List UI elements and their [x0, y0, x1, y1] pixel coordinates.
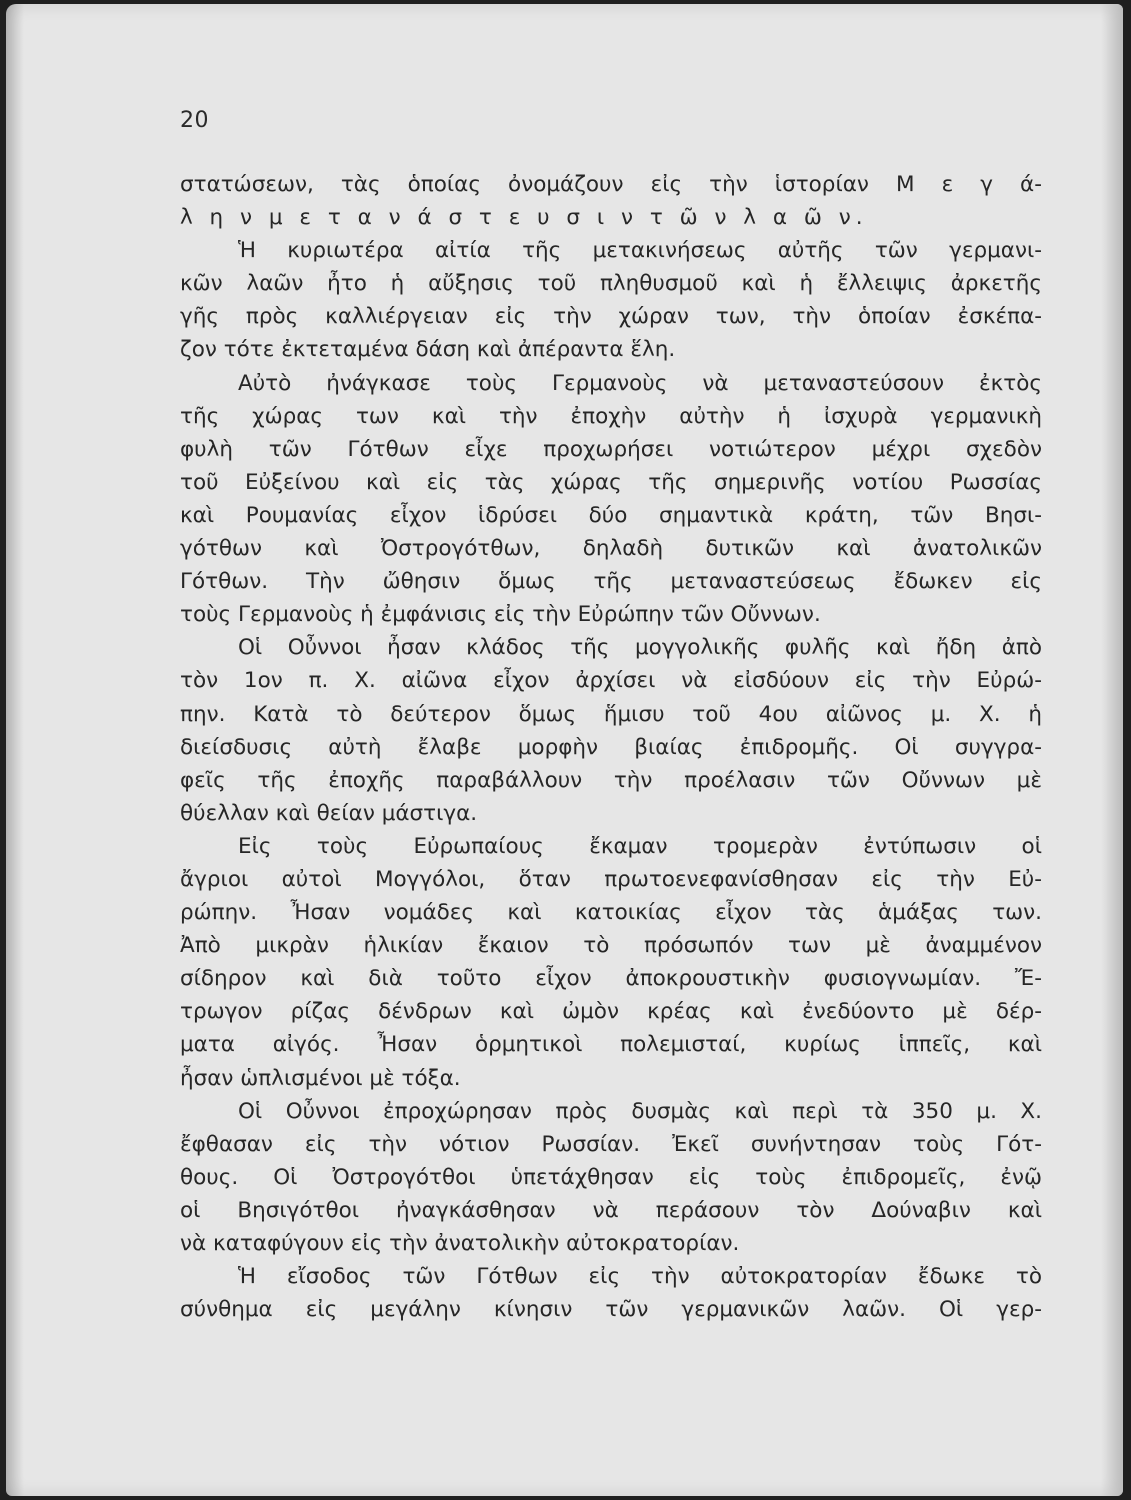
body-text	[180, 168, 1042, 1326]
text-line: ζον τότε ἐκτεταμένα δάση καὶ ἀπέραντα ἕλη.	[180, 337, 676, 363]
text-line: καὶ Ρουμανίας εἶχον ἱδρύσει δύο σημαντικὰ κράτη, τῶν Βησι-	[180, 502, 1042, 528]
text-line: θους. Οἱ Ὀστρογότθοι ὑπετάχθησαν εἰς τοὺς ἐπιδρομεῖς, ἐνῷ	[180, 1164, 1042, 1190]
text-line: Οἱ Οὖννοι ἦσαν κλάδος τῆς μογγολικῆς φυλῆς καὶ ἤδη ἀπὸ	[238, 635, 1042, 661]
text-line: κῶν λαῶν ἦτο ἡ αὔξησις τοῦ πληθυσμοῦ καὶ ἡ ἔλλειψις ἀρκετῆς	[180, 271, 1042, 297]
text-line: ἄγριοι αὐτοὶ Μογγόλοι, ὅταν πρωτοενεφανίσθησαν εἰς τὴν Εὐ-	[180, 866, 1042, 892]
text-line: Ἡ κυριωτέρα αἰτία τῆς μετακινήσεως αὐτῆς τῶν γερμανι-	[238, 238, 1042, 264]
text-line: ρώπην. Ἦσαν νομάδες καὶ κατοικίας εἶχον τὰς ἁμάξας των.	[180, 900, 1042, 926]
text-line: Οἱ Οὖννοι ἐπροχώρησαν πρὸς δυσμὰς καὶ περὶ τὰ 350 μ. Χ.	[238, 1098, 1042, 1124]
text-line: τρωγον ρίζας δένδρων καὶ ὠμὸν κρέας καὶ ἐνεδύοντο μὲ δέρ-	[180, 999, 1042, 1025]
text-line: Ἡ εἴσοδος τῶν Γότθων εἰς τὴν αὐτοκρατορίαν ἔδωκε τὸ	[238, 1264, 1042, 1290]
scanned-page	[6, 4, 1123, 1496]
text-line: φεῖς τῆς ἐποχῆς παραβάλλουν τὴν προέλασιν τῶν Οὔννων μὲ	[180, 767, 1042, 793]
text-line: Εἰς τοὺς Εὐρωπαίους ἔκαμαν τρομερὰν ἐντύπωσιν οἱ	[238, 833, 1042, 859]
text-line: ἦσαν ὡπλισμένοι μὲ τόξα.	[180, 1065, 461, 1091]
page-edge	[1101, 4, 1123, 1496]
text-line: τοῦ Εὐξείνου καὶ εἰς τὰς χώρας τῆς σημερινῆς νοτίου Ρωσσίας	[180, 469, 1042, 495]
text-line: φυλὴ τῶν Γότθων εἶχε προχωρήσει νοτιώτερον μέχρι σχεδὸν	[180, 436, 1042, 462]
text-line: στατώσεων, τὰς ὁποίας ὀνομάζουν εἰς τὴν ἱστορίαν Μ ε γ ά-	[180, 172, 1042, 197]
text-line: σίδηρον καὶ διὰ τοῦτο εἶχον ἀποκρουστικὴν φυσιογνωμίαν. Ἔ-	[180, 966, 1042, 992]
text-line: Ἀπὸ μικρὰν ἡλικίαν ἔκαιον τὸ πρόσωπόν των μὲ ἀναμμένον	[180, 933, 1042, 959]
page-binding-shadow	[6, 4, 24, 1496]
text-line: νὰ καταφύγουν εἰς τὴν ἀνατολικὴν αὐτοκρατορίαν.	[180, 1231, 740, 1256]
text-line: Αὐτὸ ἠνάγκασε τοὺς Γερμανοὺς νὰ μεταναστεύσουν ἐκτὸς	[238, 370, 1042, 396]
text-line: διείσδυσις αὐτὴ ἔλαβε μορφὴν βιαίας ἐπιδρομῆς. Οἱ συγγρα-	[180, 734, 1042, 760]
text-line: Γότθων. Τὴν ὤθησιν ὅμως τῆς μεταναστεύσεως ἔδωκεν εἰς	[180, 569, 1042, 595]
text-line: τὸν 1ον π. Χ. αἰῶνα εἶχον ἀρχίσει νὰ εἰσδύουν εἰς τὴν Εὐρώ-	[180, 668, 1042, 694]
text-line: ματα αἰγός. Ἦσαν ὁρμητικοὶ πολεμισταί, κυρίως ἱππεῖς, καὶ	[180, 1032, 1042, 1058]
text-line: θύελλαν καὶ θείαν μάστιγα.	[180, 800, 478, 826]
text-line: οἱ Βησιγότθοι ἠναγκάσθησαν νὰ περάσουν τὸν Δούναβιν καὶ	[180, 1197, 1042, 1223]
text-line: γότθων καὶ Ὀστρογότθων, δηλαδὴ δυτικῶν καὶ ἀνατολικῶν	[180, 536, 1042, 562]
page-number: 20	[180, 108, 209, 133]
text-line: τῆς χώρας των καὶ τὴν ἐποχὴν αὐτὴν ἡ ἰσχυρὰ γερμανικὴ	[180, 403, 1042, 429]
text-line: πην. Κατὰ τὸ δεύτερον ὅμως ἥμισυ τοῦ 4ου αἰῶνος μ. Χ. ἡ	[180, 701, 1042, 727]
text-line: ἔφθασαν εἰς τὴν νότιον Ρωσσίαν. Ἐκεῖ συνήντησαν τοὺς Γότ-	[180, 1131, 1042, 1157]
text-line: γῆς πρὸς καλλιέργειαν εἰς τὴν χώραν των, τὴν ὁποίαν ἐσκέπα-	[180, 304, 1042, 330]
text-line: λ η ν μ ε τ α ν ά σ τ ε υ σ ι ν τ ῶ ν λ α ῶ ν.	[180, 205, 868, 231]
text-line: τοὺς Γερμανοὺς ἡ ἐμφάνισις εἰς τὴν Εὐρώπην τῶν Οὔννων.	[180, 602, 821, 628]
text-line: σύνθημα εἰς μεγάλην κίνησιν τῶν γερμανικῶν λαῶν. Οἱ γερ-	[180, 1297, 1042, 1323]
